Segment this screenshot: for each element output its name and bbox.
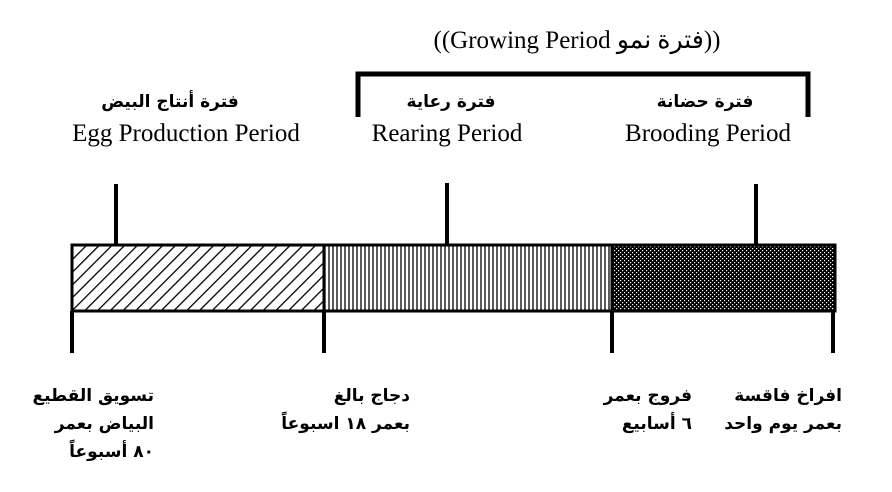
egg-production-english-label: Egg Production Period xyxy=(72,120,300,147)
growing-period-title: ((Growing Period فترة نمو)) xyxy=(433,27,721,54)
pullets-label-line-1: فروج بعمر xyxy=(603,386,692,406)
egg-production-segment xyxy=(72,245,324,311)
rearing-segment xyxy=(324,245,612,311)
brooding-english-label: Brooding Period xyxy=(625,120,791,147)
brooding-arabic-label: فترة حضانة xyxy=(656,92,754,112)
chicks-label xyxy=(712,382,842,438)
chicks-label-line-1: افراخ فاقسة xyxy=(734,386,842,406)
adult-hens-label xyxy=(268,382,410,438)
marketing-label xyxy=(14,382,154,466)
marketing-label-line-2: البياض بعمر xyxy=(54,414,154,434)
rearing-arabic-label: فترة رعاية xyxy=(406,92,496,112)
adult-hens-label-line-2: بعمر ١٨ اسبوعاً xyxy=(281,414,410,434)
pullets-label-line-2: ٦ أسابيع xyxy=(621,414,692,434)
marketing-label-line-3: ٨٠ أسبوعاً xyxy=(69,442,154,462)
adult-hens-label-line-1: دجاج بالغ xyxy=(333,386,410,406)
brooding-segment xyxy=(612,245,835,311)
rearing-english-label: Rearing Period xyxy=(371,120,523,147)
pullets-label xyxy=(582,382,692,438)
egg-production-arabic-label: فترة أنتاج البيض xyxy=(101,92,239,112)
marketing-label-line-1: تسويق القطيع xyxy=(32,386,154,406)
chicks-label-line-2: بعمر يوم واحد xyxy=(724,414,842,434)
